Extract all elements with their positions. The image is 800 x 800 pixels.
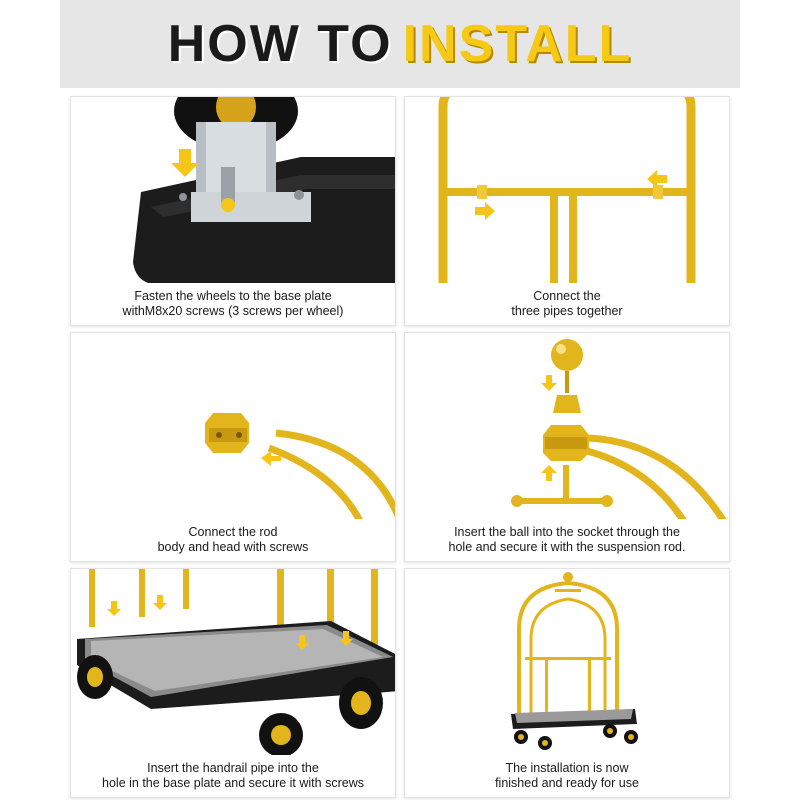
caption-line: hole and secure it with the suspension rod.: [448, 540, 686, 554]
step-panel-6: [404, 568, 730, 798]
step-caption-3: [71, 519, 395, 561]
ball-socket-illustration: [405, 333, 729, 519]
caption-line: body and head with screws: [157, 540, 309, 554]
caption-line: hole in the base plate and secure it with screws: [102, 776, 364, 790]
caption-line: Connect the: [533, 289, 601, 303]
caption-line: Insert the ball into the socket through the: [454, 525, 680, 539]
caption-line: finished and ready for use: [495, 776, 639, 790]
step-caption-2: [405, 283, 729, 325]
rod-head-illustration: [71, 333, 395, 519]
caption-line: three pipes together: [511, 304, 623, 318]
title-install: INSTALL: [402, 15, 633, 73]
step-caption-6: [405, 755, 729, 797]
step-panel-4: [404, 332, 730, 562]
step-caption-1: [71, 283, 395, 325]
caption-line: Connect the rod: [188, 525, 278, 539]
step-panel-2: [404, 96, 730, 326]
finished-cart-illustration: [405, 569, 729, 755]
caption-line: The installation is now: [505, 761, 629, 775]
step-caption-4: [405, 519, 729, 561]
caption-line: Insert the handrail pipe into the: [147, 761, 319, 775]
step-panel-3: [70, 332, 396, 562]
step-panel-5: [70, 568, 396, 798]
caption-line: withM8x20 screws (3 screws per wheel): [122, 304, 344, 318]
base-handrail-illustration: [71, 569, 395, 755]
step-caption-5: [71, 755, 395, 797]
wheel-bracket-illustration: [71, 97, 395, 285]
caption-line: Fasten the wheels to the base plate: [134, 289, 332, 303]
page-title: [0, 6, 800, 82]
pipe-frame-illustration: [405, 97, 729, 285]
step-panel-1: [70, 96, 396, 326]
title-how-to: HOW TO: [167, 15, 393, 73]
